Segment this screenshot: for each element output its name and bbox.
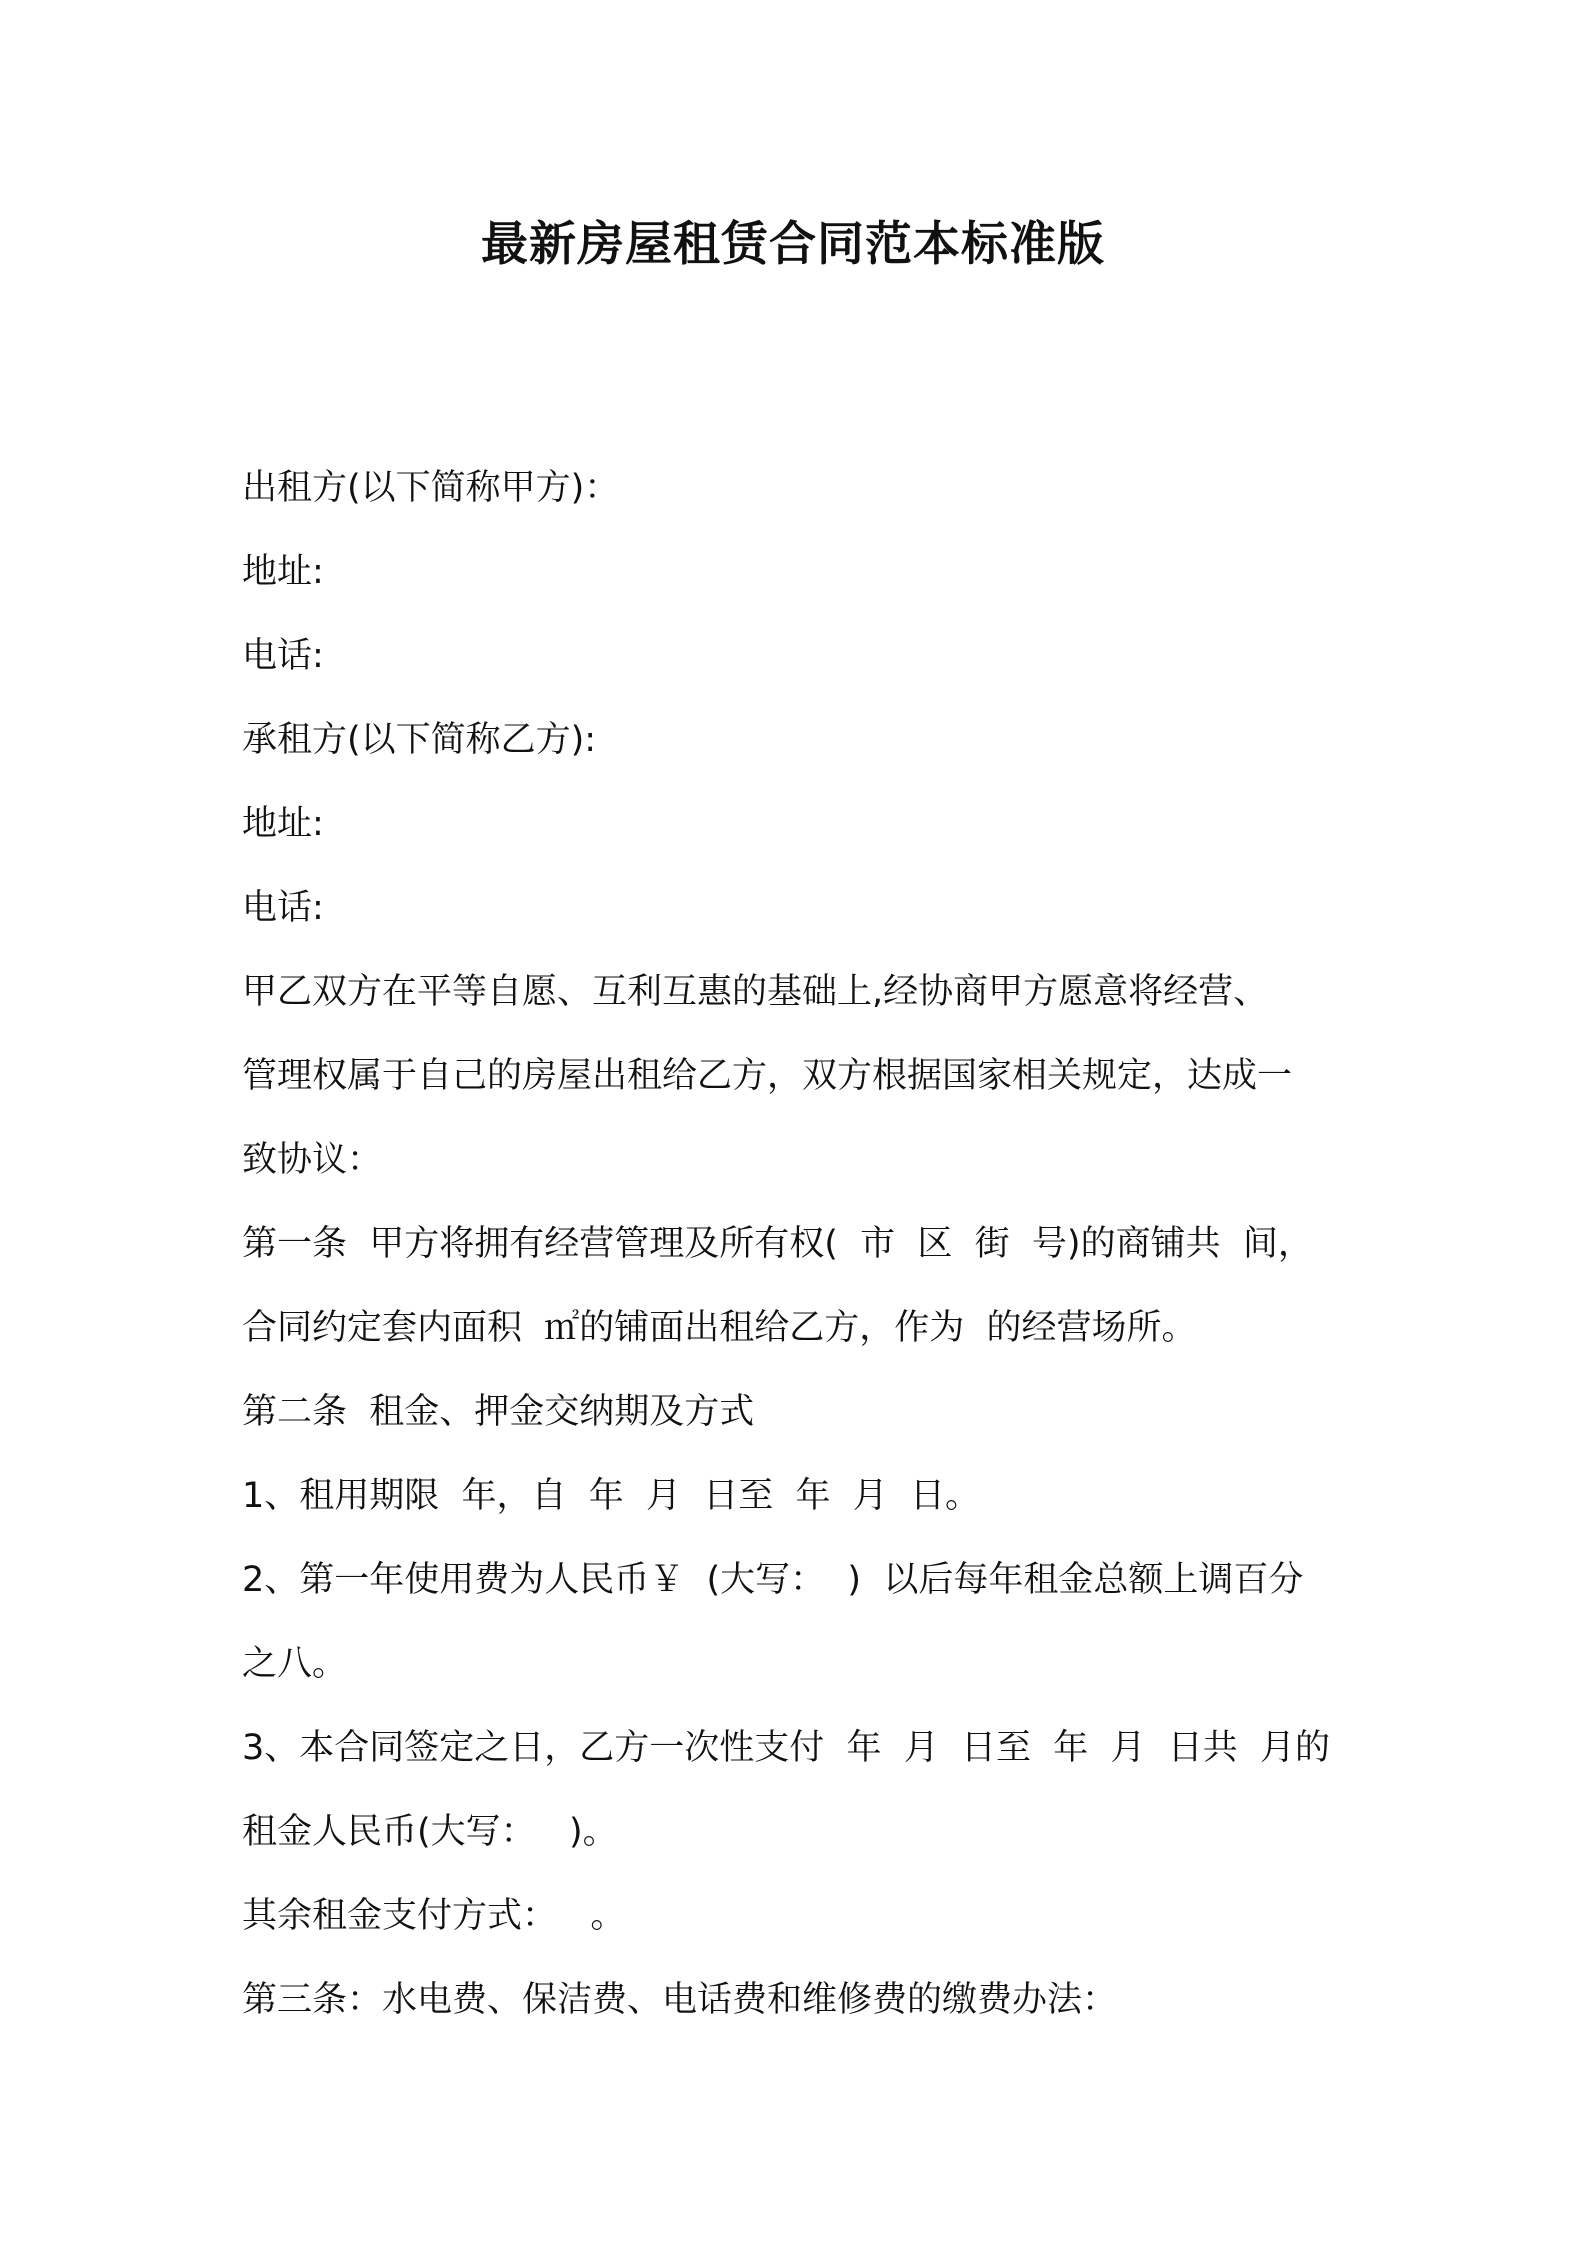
lessee-address-label: 地址: xyxy=(242,804,324,844)
preamble-line-2: 管理权属于自己的房屋出租给乙方，双方根据国家相关规定，达成一 xyxy=(242,1056,1293,1096)
remaining-rent-payment: 其余租金支付方式： 。 xyxy=(242,1896,626,1936)
article-1-line-1: 第一条 甲方将拥有经营管理及所有权( 市 区 街 号)的商铺共 间， xyxy=(242,1224,1313,1264)
lessor-address-label: 地址: xyxy=(242,552,324,592)
lessee-phone-label: 电话: xyxy=(242,888,324,928)
article-1-line-2: 合同约定套内面积 ㎡的铺面出租给乙方，作为 的经营场所。 xyxy=(242,1308,1197,1348)
article-2-heading: 第二条 租金、押金交纳期及方式 xyxy=(242,1392,755,1432)
document-title: 最新房屋租赁合同范本标准版 xyxy=(481,217,1105,272)
lessor-phone-label: 电话: xyxy=(242,636,324,676)
preamble-line-3: 致协议： xyxy=(242,1140,383,1180)
lessee-label: 承租方(以下简称乙方): xyxy=(242,720,597,760)
article-3-heading: 第三条：水电费、保洁费、电话费和维修费的缴费办法： xyxy=(242,1980,1118,2020)
document-body xyxy=(242,446,1362,2042)
lessor-label: 出租方(以下简称甲方)： xyxy=(242,468,620,508)
article-2-item-2-line-1: 2、第一年使用费为人民币￥ (大写： ) 以后每年租金总额上调百分 xyxy=(242,1560,1304,1600)
article-2-item-2-line-2: 之八。 xyxy=(242,1644,348,1684)
article-2-item-1: 1、租用期限 年，自 年 月 日至 年 月 日。 xyxy=(242,1476,981,1516)
article-2-item-3-line-1: 3、本合同签定之日，乙方一次性支付 年 月 日至 年 月 日共 月的 xyxy=(242,1728,1331,1768)
preamble-line-1: 甲乙双方在平等自愿、互利互惠的基础上,经协商甲方愿意将经营、 xyxy=(242,972,1269,1012)
article-2-item-3-line-2: 租金人民币(大写： )。 xyxy=(242,1812,618,1852)
